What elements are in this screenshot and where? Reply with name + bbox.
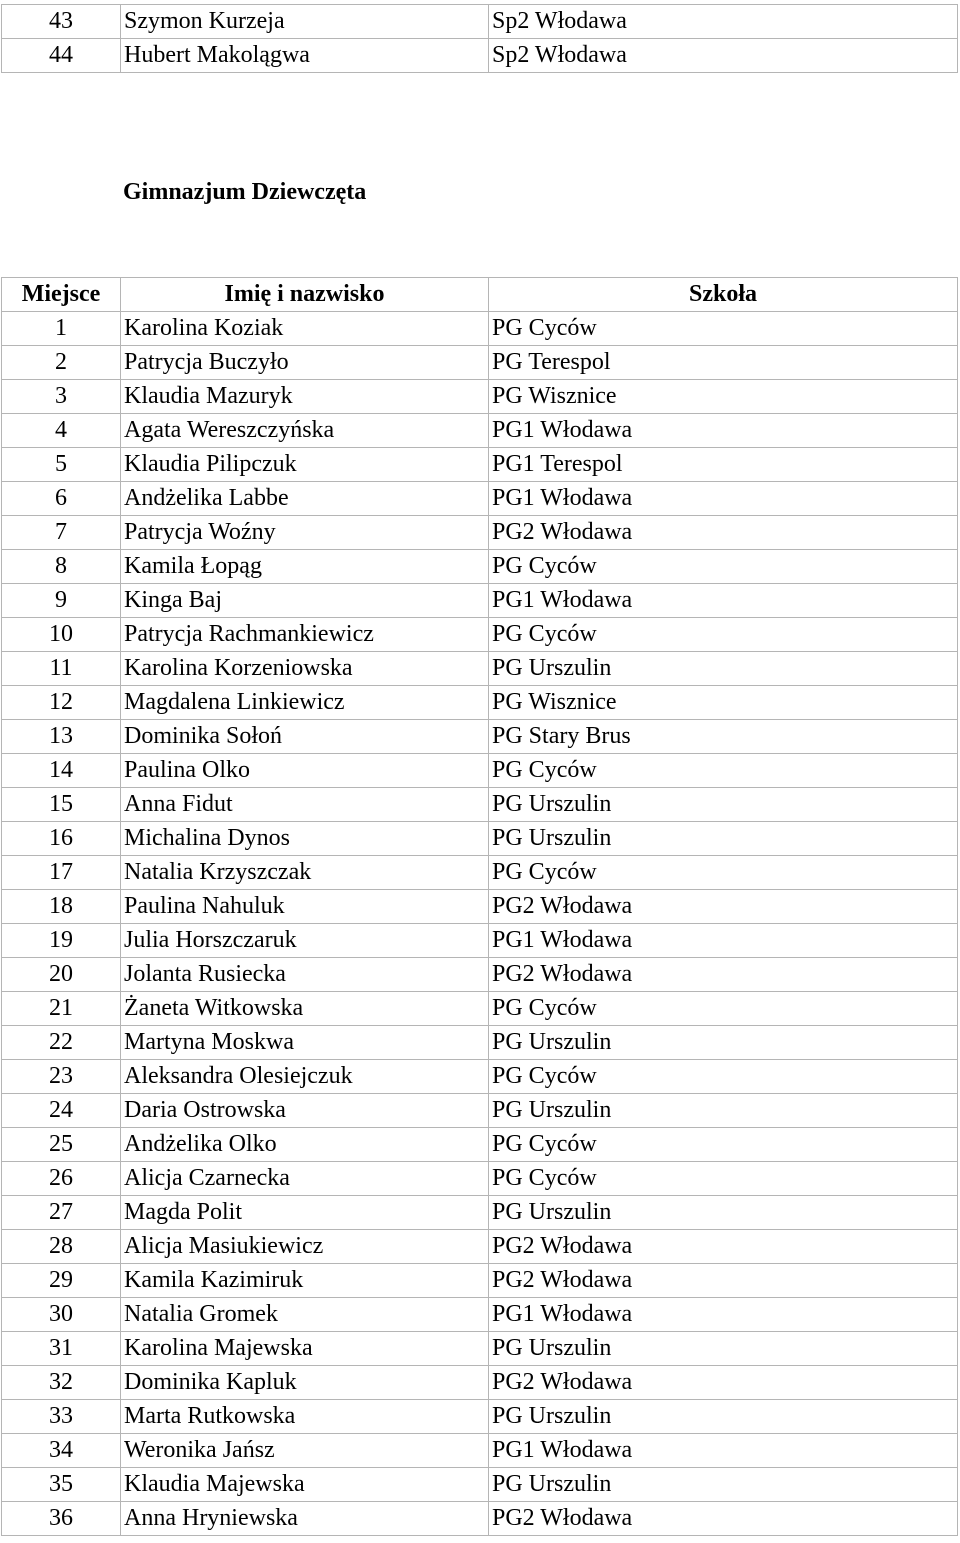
school-cell: PG Cyców <box>489 618 958 652</box>
header-row <box>2 278 958 312</box>
school-cell: PG Terespol <box>489 346 958 380</box>
school-cell: PG Cyców <box>489 1128 958 1162</box>
school-cell: PG Cyców <box>489 754 958 788</box>
table-row <box>2 448 958 482</box>
place-cell: 36 <box>2 1502 121 1536</box>
school-cell: PG Urszulin <box>489 1400 958 1434</box>
place-cell: 11 <box>2 652 121 686</box>
name-cell: Klaudia Majewska <box>121 1468 489 1502</box>
table-row <box>2 1400 958 1434</box>
place-cell: 21 <box>2 992 121 1026</box>
table-row <box>2 1026 958 1060</box>
name-cell: Szymon Kurzeja <box>121 5 489 39</box>
name-cell: Natalia Gromek <box>121 1298 489 1332</box>
place-cell: 20 <box>2 958 121 992</box>
results-table-header <box>2 278 958 312</box>
table-row <box>2 1230 958 1264</box>
name-cell: Żaneta Witkowska <box>121 992 489 1026</box>
table-row <box>2 550 958 584</box>
school-cell: PG Urszulin <box>489 1468 958 1502</box>
place-cell: 6 <box>2 482 121 516</box>
name-cell: Paulina Nahuluk <box>121 890 489 924</box>
place-cell: 43 <box>2 5 121 39</box>
name-cell: Alicja Masiukiewicz <box>121 1230 489 1264</box>
name-cell: Martyna Moskwa <box>121 1026 489 1060</box>
name-cell: Magda Polit <box>121 1196 489 1230</box>
table-row <box>2 5 958 39</box>
table-row <box>2 1264 958 1298</box>
previous-results-body <box>2 5 958 73</box>
place-cell: 17 <box>2 856 121 890</box>
table-row <box>2 652 958 686</box>
school-cell: PG Cyców <box>489 992 958 1026</box>
school-cell: PG1 Włodawa <box>489 584 958 618</box>
name-cell: Agata Wereszczyńska <box>121 414 489 448</box>
place-cell: 30 <box>2 1298 121 1332</box>
place-cell: 13 <box>2 720 121 754</box>
table-row <box>2 346 958 380</box>
name-cell: Dominika Sołoń <box>121 720 489 754</box>
place-cell: 16 <box>2 822 121 856</box>
name-cell: Patrycja Buczyło <box>121 346 489 380</box>
school-cell: PG Urszulin <box>489 1094 958 1128</box>
table-row <box>2 1162 958 1196</box>
table-row <box>2 754 958 788</box>
place-cell: 4 <box>2 414 121 448</box>
school-cell: PG2 Włodawa <box>489 1264 958 1298</box>
place-cell: 2 <box>2 346 121 380</box>
place-cell: 1 <box>2 312 121 346</box>
table-row <box>2 720 958 754</box>
table-row <box>2 1298 958 1332</box>
name-cell: Kamila Łopąg <box>121 550 489 584</box>
table-row <box>2 958 958 992</box>
table-row <box>2 788 958 822</box>
school-cell: PG2 Włodawa <box>489 1502 958 1536</box>
school-cell: PG Cyców <box>489 856 958 890</box>
table-row <box>2 414 958 448</box>
school-cell: PG Urszulin <box>489 1026 958 1060</box>
place-cell: 44 <box>2 39 121 73</box>
school-cell: PG2 Włodawa <box>489 1366 958 1400</box>
table-row <box>2 1366 958 1400</box>
school-cell: PG Wisznice <box>489 380 958 414</box>
place-cell: 5 <box>2 448 121 482</box>
name-cell: Karolina Majewska <box>121 1332 489 1366</box>
name-cell: Karolina Koziak <box>121 312 489 346</box>
place-cell: 27 <box>2 1196 121 1230</box>
table-row <box>2 516 958 550</box>
place-cell: 7 <box>2 516 121 550</box>
place-cell: 26 <box>2 1162 121 1196</box>
place-cell: 14 <box>2 754 121 788</box>
table-row <box>2 584 958 618</box>
school-cell: PG2 Włodawa <box>489 890 958 924</box>
school-cell: PG Urszulin <box>489 652 958 686</box>
section-title: Gimnazjum Dziewczęta <box>123 179 367 205</box>
school-cell: PG1 Włodawa <box>489 924 958 958</box>
place-cell: 8 <box>2 550 121 584</box>
name-cell: Michalina Dynos <box>121 822 489 856</box>
table-row <box>2 380 958 414</box>
school-cell: PG Urszulin <box>489 1332 958 1366</box>
place-cell: 10 <box>2 618 121 652</box>
place-cell: 12 <box>2 686 121 720</box>
results-table-body <box>2 312 958 1536</box>
school-cell: PG1 Włodawa <box>489 1298 958 1332</box>
school-cell: PG1 Włodawa <box>489 482 958 516</box>
name-cell: Aleksandra Olesiejczuk <box>121 1060 489 1094</box>
name-cell: Patrycja Rachmankiewicz <box>121 618 489 652</box>
school-cell: PG Wisznice <box>489 686 958 720</box>
place-cell: 29 <box>2 1264 121 1298</box>
school-cell: PG2 Włodawa <box>489 516 958 550</box>
place-cell: 25 <box>2 1128 121 1162</box>
name-cell: Alicja Czarnecka <box>121 1162 489 1196</box>
table-row <box>2 1502 958 1536</box>
place-cell: 15 <box>2 788 121 822</box>
school-cell: PG Cyców <box>489 312 958 346</box>
place-cell: 3 <box>2 380 121 414</box>
name-cell: Julia Horszczaruk <box>121 924 489 958</box>
school-cell: PG2 Włodawa <box>489 1230 958 1264</box>
school-cell: PG Cyców <box>489 550 958 584</box>
school-cell: PG Urszulin <box>489 1196 958 1230</box>
table-row <box>2 1196 958 1230</box>
table-row <box>2 1468 958 1502</box>
table-row <box>2 312 958 346</box>
school-cell: Sp2 Włodawa <box>489 5 958 39</box>
table-row <box>2 1060 958 1094</box>
place-cell: 19 <box>2 924 121 958</box>
place-cell: 35 <box>2 1468 121 1502</box>
table-row <box>2 822 958 856</box>
table-row <box>2 482 958 516</box>
school-cell: PG Stary Brus <box>489 720 958 754</box>
school-cell: PG2 Włodawa <box>489 958 958 992</box>
header-school: Szkoła <box>489 278 958 312</box>
school-cell: PG Cyców <box>489 1060 958 1094</box>
table-row <box>2 924 958 958</box>
previous-results-table <box>1 4 958 73</box>
name-cell: Kinga Baj <box>121 584 489 618</box>
table-row <box>2 1128 958 1162</box>
table-row <box>2 618 958 652</box>
table-row <box>2 1094 958 1128</box>
name-cell: Kamila Kazimiruk <box>121 1264 489 1298</box>
table-row <box>2 992 958 1026</box>
name-cell: Patrycja Woźny <box>121 516 489 550</box>
school-cell: PG Urszulin <box>489 822 958 856</box>
name-cell: Hubert Makolągwa <box>121 39 489 73</box>
school-cell: PG1 Włodawa <box>489 414 958 448</box>
name-cell: Klaudia Mazuryk <box>121 380 489 414</box>
school-cell: PG Urszulin <box>489 788 958 822</box>
name-cell: Dominika Kapluk <box>121 1366 489 1400</box>
name-cell: Klaudia Pilipczuk <box>121 448 489 482</box>
name-cell: Daria Ostrowska <box>121 1094 489 1128</box>
place-cell: 28 <box>2 1230 121 1264</box>
place-cell: 22 <box>2 1026 121 1060</box>
place-cell: 9 <box>2 584 121 618</box>
place-cell: 34 <box>2 1434 121 1468</box>
place-cell: 18 <box>2 890 121 924</box>
name-cell: Marta Rutkowska <box>121 1400 489 1434</box>
name-cell: Karolina Korzeniowska <box>121 652 489 686</box>
table-row <box>2 686 958 720</box>
name-cell: Anna Hryniewska <box>121 1502 489 1536</box>
header-place: Miejsce <box>2 278 121 312</box>
results-table <box>1 277 958 1536</box>
place-cell: 31 <box>2 1332 121 1366</box>
table-row <box>2 890 958 924</box>
table-row <box>2 856 958 890</box>
header-name: Imię i nazwisko <box>121 278 489 312</box>
name-cell: Andżelika Olko <box>121 1128 489 1162</box>
name-cell: Magdalena Linkiewicz <box>121 686 489 720</box>
name-cell: Anna Fidut <box>121 788 489 822</box>
name-cell: Weronika Jańsz <box>121 1434 489 1468</box>
school-cell: PG1 Włodawa <box>489 1434 958 1468</box>
place-cell: 32 <box>2 1366 121 1400</box>
place-cell: 33 <box>2 1400 121 1434</box>
table-row <box>2 39 958 73</box>
school-cell: PG1 Terespol <box>489 448 958 482</box>
name-cell: Jolanta Rusiecka <box>121 958 489 992</box>
school-cell: Sp2 Włodawa <box>489 39 958 73</box>
name-cell: Paulina Olko <box>121 754 489 788</box>
school-cell: PG Cyców <box>489 1162 958 1196</box>
place-cell: 23 <box>2 1060 121 1094</box>
name-cell: Natalia Krzyszczak <box>121 856 489 890</box>
table-row <box>2 1332 958 1366</box>
table-row <box>2 1434 958 1468</box>
place-cell: 24 <box>2 1094 121 1128</box>
name-cell: Andżelika Labbe <box>121 482 489 516</box>
